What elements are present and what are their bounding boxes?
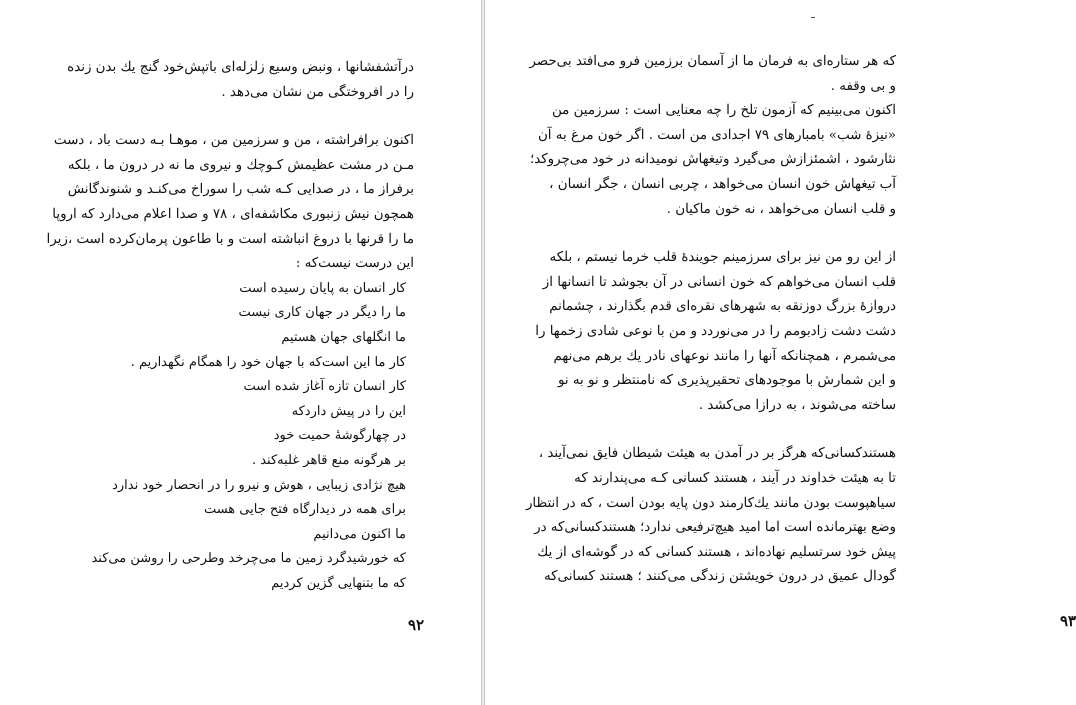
text-line: همچون نیش زنبوری مکاشفه‌ای ، ۷۸ و صدا اعلام می‌دارد که اروپا [52,206,414,222]
print-mark [811,17,815,18]
left-page [0,0,482,705]
text-line: را در افروختگی من نشان می‌دهد . [221,84,414,100]
left-page-text [46,56,414,596]
page-number-right: ۹۳ [1060,612,1076,630]
text-line: آب تیغهاش خون انسان می‌خواهد ، چربی انسان ، جگر انسان ، [549,176,896,192]
text-line: ساخته می‌شوند ، به درازا می‌کشد . [698,397,896,413]
text-line: مـن در مشت عظیمش کـوچك و نیروی ما نه در درون ما ، بلکه [67,157,414,173]
text-line: که هر ستاره‌ای به فرمان ما از آسمان برزمین فرو می‌افتد بی‌حصر [529,54,896,69]
text-line: دشت دشت زادبومم را در می‌نوردد و من با نوعی شادی زخمها را [535,323,896,339]
right-page-text [525,50,896,590]
poem-line: این را در پیش دارد‌که [291,403,406,419]
poem-line: بر هرگونه منع قاهر غلبه‌کند . [251,452,406,468]
text-line: اکنون برافراشته ، من و سرزمین من ، موهـا بـه دست باد ، دست [53,133,414,149]
text-line: سیاهپوست بودن مانند یك‌کارمند دون پایه بودن است ، که در انتظار [525,495,896,511]
text-line: درآتشفشانها ، ونبض وسیع زلزله‌ای باتپش‌خود گنج یك بدن زنده [67,60,414,75]
text-line: پیش خود سرتسلیم نهاده‌اند ، هستند کسانی که در گوشه‌ای از یك [537,544,896,560]
text-line: قلب انسان می‌خواهم که خون انسانی در آن بجوشد تا انسانها از [542,274,896,290]
paragraph-gap [96,105,414,129]
poem-line: ما را دیگر در جهان کاری نیست [238,305,406,321]
text-line: و بی وقفه . [830,78,896,94]
paragraph-gap [581,222,896,246]
text-line: دروازهٔ بزرگ دوزنقه به شهرهای نقره‌ای قدم بگذارند ، چشمانم [549,299,896,315]
poem-line: ما اکنون می‌دانیم [313,526,406,542]
text-line: «نیزهٔ شب» بامبارهای ۷۹ اجدادی من است . اگر خون مرغ به آن [537,127,896,143]
paragraph-gap [581,418,896,442]
poem-line: کار انسان به پایان رسیده است [239,280,406,296]
poem-line: در چهارگوشهٔ حمیت خود [273,428,406,444]
text-line: تا به هیئت خداوند در آیند ، هستند کسانی کـه می‌پندارند که [574,470,896,486]
poem-line: برای همه در دیدارگاه فتح جایی هست [203,502,406,518]
text-line: اکنون می‌بینیم که آزمون تلخ را چه معنایی است : سرزمین من [551,103,896,119]
text-line: ما را قرنها با دروغ انباشته است و با طاعون پرمان‌کرده است ،زیرا [46,231,414,247]
poem-line: که خورشیدگرد زمین ما می‌چرخد وطرحی را روشن می‌کند [91,551,406,567]
text-line: می‌شمرم ، همچنانکه آنها را مانند نوعهای نادر یك برهم می‌نهم [553,348,896,364]
poem-line: کار انسان تازه آغاز شده است [243,379,406,395]
text-line: و این شمارش با موجودهای تحقیرپذیری که نامنتظر و نو به نو [557,373,896,389]
text-line: گودال عمیق در درون خویشتن زندگی می‌کنند ؛ هستند کسانی‌که [543,569,896,585]
text-line: هستندکسانی‌که هرگز بر در آمدن به هیئت شیطان فایق نمی‌آیند ، [538,446,896,462]
text-line: وضع بهترمانده است اما امید هیچ‌ترفیعی ندارد؛ هستندکسانی‌که در [534,520,896,536]
text-line: و قلب انسان می‌خواهد ، نه خون ماکیان . [666,201,896,217]
right-page [484,0,1076,705]
text-line: از این رو من نیز برای سرزمینم جویندهٔ قلب خرما نیستم ، بلکه [549,250,896,266]
text-line: این درست نیست‌که : [295,256,414,272]
poem-line: ما انگلهای جهان هستیم [281,329,406,345]
poem-block [91,277,414,597]
text-line: برفراز ما ، در صدایی کـه شب را سوراخ می‌کنـد و شنوندگانش [67,182,414,198]
text-line: نثارشود ، اشمئزازش می‌گیرد وتیغهاش نومیدانه در خود می‌چروکد؛ [529,152,896,168]
poem-line: که ما بتنهایی گزین کردیم [271,575,406,591]
page-number-left: ۹۲ [408,616,425,634]
poem-line: هیچ نژادی زیبایی ، هوش و نیرو را در انحصار خود ندارد [112,477,406,493]
poem-line: کار ما این است‌که با جهان خود را همگام نگهداریم . [130,354,406,370]
